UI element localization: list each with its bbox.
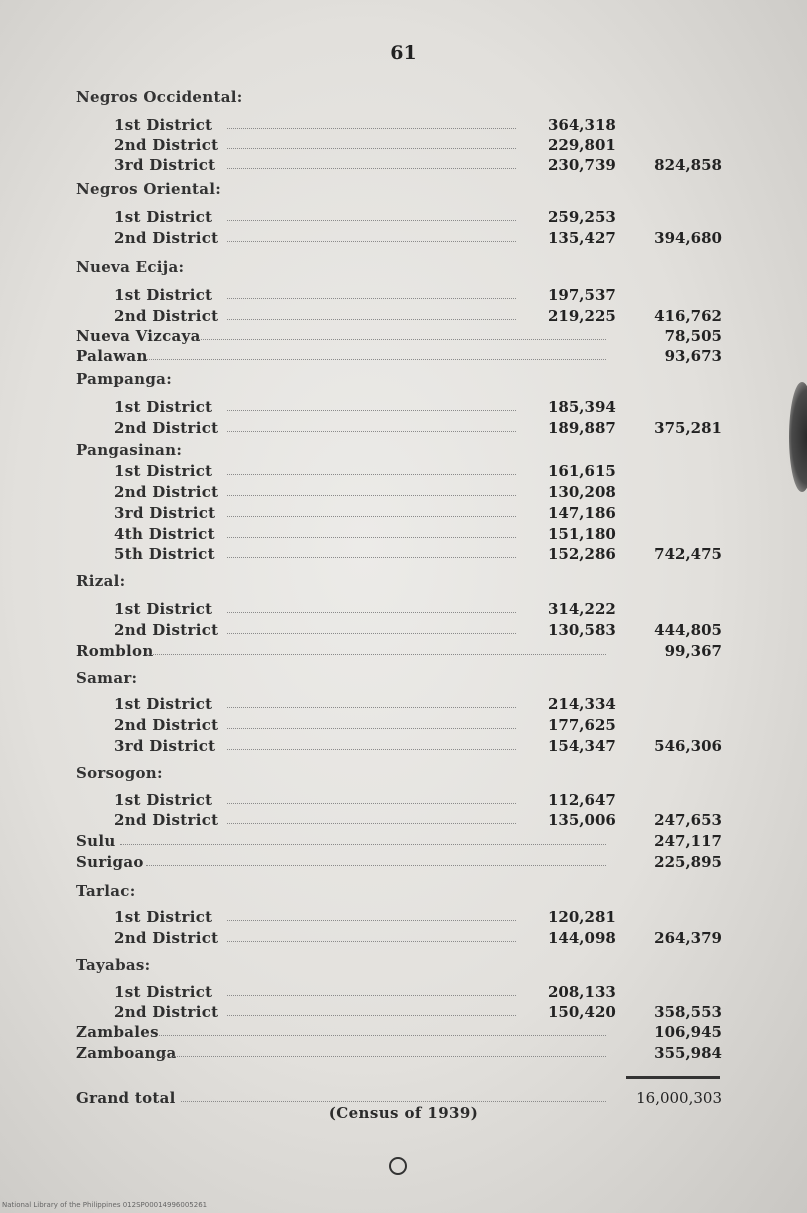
province-header: Pangasinan: <box>76 441 183 459</box>
dot-leader <box>227 495 516 496</box>
district-row <box>0 305 807 327</box>
district-label: 1st District <box>114 695 213 713</box>
dot-leader <box>146 654 606 655</box>
province-header: Nueva Ecija: <box>76 258 185 276</box>
district-population: 161,615 <box>548 462 616 480</box>
district-label: 2nd District <box>114 929 219 947</box>
province-total: 93,673 <box>664 347 722 365</box>
district-row <box>0 460 807 482</box>
district-population: 135,006 <box>548 811 616 829</box>
district-label: 2nd District <box>114 419 219 437</box>
district-population: 185,394 <box>548 398 616 416</box>
district-label: 2nd District <box>114 229 219 247</box>
district-row <box>0 154 807 176</box>
district-population: 151,180 <box>548 525 616 543</box>
district-label: 1st District <box>114 600 213 618</box>
district-row <box>0 543 807 565</box>
district-population: 259,253 <box>548 208 616 226</box>
dot-leader <box>227 516 516 517</box>
province-header: Rizal: <box>76 572 126 590</box>
district-row <box>0 598 807 620</box>
district-label: 2nd District <box>114 136 219 154</box>
province-label: Nueva Vizcaya <box>76 327 201 345</box>
dot-leader <box>227 431 516 432</box>
district-population: 147,186 <box>548 504 616 522</box>
dot-leader <box>227 537 516 538</box>
province-total: 358,553 <box>654 1003 722 1021</box>
province-label: Palawan <box>76 347 148 365</box>
province-total: 264,379 <box>654 929 722 947</box>
dot-leader <box>155 1035 606 1036</box>
province-total: 247,117 <box>654 832 722 850</box>
dot-leader <box>227 148 516 149</box>
census-note: (Census of 1939) <box>328 1104 479 1122</box>
dot-leader <box>227 168 516 169</box>
district-row <box>0 619 807 641</box>
dot-leader <box>146 359 606 360</box>
province-total: 225,895 <box>654 853 722 871</box>
dot-leader <box>227 612 516 613</box>
district-row <box>0 206 807 228</box>
district-population: 177,625 <box>548 716 616 734</box>
dot-leader <box>227 941 516 942</box>
province-total: 78,505 <box>664 327 722 345</box>
district-label: 1st District <box>114 462 213 480</box>
district-label: 3rd District <box>114 156 216 174</box>
district-label: 1st District <box>114 983 213 1001</box>
province-row <box>0 345 807 367</box>
province-total: 355,984 <box>654 1044 722 1062</box>
dot-leader <box>146 865 606 866</box>
district-population: 208,133 <box>548 983 616 1001</box>
district-population: 112,647 <box>548 791 616 809</box>
dot-leader <box>227 1015 516 1016</box>
dot-leader <box>227 410 516 411</box>
province-total: 247,653 <box>654 811 722 829</box>
district-population: 364,318 <box>548 116 616 134</box>
province-label: Sulu <box>76 832 116 850</box>
district-population: 135,427 <box>548 229 616 247</box>
province-total: 375,281 <box>654 419 722 437</box>
district-row <box>0 417 807 439</box>
district-row <box>0 735 807 757</box>
district-label: 2nd District <box>114 621 219 639</box>
district-population: 130,208 <box>548 483 616 501</box>
district-population: 189,887 <box>548 419 616 437</box>
province-row <box>0 851 807 873</box>
district-population: 120,281 <box>548 908 616 926</box>
district-row <box>0 284 807 306</box>
dot-leader <box>227 633 516 634</box>
district-label: 4th District <box>114 525 215 543</box>
dot-leader <box>227 728 516 729</box>
district-population: 230,739 <box>548 156 616 174</box>
province-label: Surigao <box>76 853 144 871</box>
district-row <box>0 227 807 249</box>
dot-leader <box>227 474 516 475</box>
district-population: 150,420 <box>548 1003 616 1021</box>
province-total: 394,680 <box>654 229 722 247</box>
page-number: 61 <box>390 42 417 64</box>
district-label: 3rd District <box>114 737 216 755</box>
district-row <box>0 481 807 503</box>
district-label: 1st District <box>114 398 213 416</box>
district-population: 197,537 <box>548 286 616 304</box>
district-label: 2nd District <box>114 483 219 501</box>
dot-leader <box>227 823 516 824</box>
district-row <box>0 523 807 545</box>
district-population: 154,347 <box>548 737 616 755</box>
district-population: 229,801 <box>548 136 616 154</box>
district-population: 130,583 <box>548 621 616 639</box>
district-label: 1st District <box>114 208 213 226</box>
district-row <box>0 789 807 811</box>
dot-leader <box>227 319 516 320</box>
district-label: 2nd District <box>114 716 219 734</box>
province-header: Negros Oriental: <box>76 180 222 198</box>
province-header: Tayabas: <box>76 956 151 974</box>
province-header: Tarlac: <box>76 882 136 900</box>
district-population: 152,286 <box>548 545 616 563</box>
district-label: 1st District <box>114 791 213 809</box>
province-header: Pampanga: <box>76 370 173 388</box>
district-label: 2nd District <box>114 1003 219 1021</box>
district-row <box>0 693 807 715</box>
district-row <box>0 114 807 136</box>
province-row <box>0 1021 807 1043</box>
dot-leader <box>120 844 606 845</box>
province-label: Romblon <box>76 642 154 660</box>
grand-total-value: 16,000,303 <box>636 1089 722 1107</box>
province-total: 416,762 <box>654 307 722 325</box>
province-label: Zambales <box>76 1023 159 1041</box>
province-row <box>0 325 807 347</box>
dot-leader <box>181 1101 606 1102</box>
district-row <box>0 927 807 949</box>
dot-leader <box>163 1056 606 1057</box>
province-total: 824,858 <box>654 156 722 174</box>
district-row <box>0 1001 807 1023</box>
province-row <box>0 1042 807 1064</box>
district-row <box>0 981 807 1003</box>
province-header: Sorsogon: <box>76 764 163 782</box>
dot-leader <box>227 920 516 921</box>
district-label: 5th District <box>114 545 215 563</box>
district-population: 314,222 <box>548 600 616 618</box>
district-population: 144,098 <box>548 929 616 947</box>
district-label: 2nd District <box>114 307 219 325</box>
district-row <box>0 714 807 736</box>
province-row <box>0 830 807 852</box>
district-row <box>0 396 807 418</box>
dot-leader <box>227 241 516 242</box>
district-label: 3rd District <box>114 504 216 522</box>
circle-mark-icon <box>389 1157 407 1175</box>
grand-total-label: Grand total <box>76 1089 176 1107</box>
dot-leader <box>227 803 516 804</box>
district-population: 219,225 <box>548 307 616 325</box>
province-total: 99,367 <box>664 642 722 660</box>
district-label: 1st District <box>114 116 213 134</box>
province-header: Negros Occidental: <box>76 88 243 106</box>
dot-leader <box>198 339 606 340</box>
province-row <box>0 640 807 662</box>
dot-leader <box>227 298 516 299</box>
dot-leader <box>227 707 516 708</box>
province-total: 742,475 <box>654 545 722 563</box>
district-label: 1st District <box>114 286 213 304</box>
dot-leader <box>227 128 516 129</box>
grand-total-rule <box>626 1076 720 1079</box>
dot-leader <box>227 220 516 221</box>
province-total: 106,945 <box>654 1023 722 1041</box>
district-row <box>0 502 807 524</box>
dot-leader <box>227 749 516 750</box>
district-label: 1st District <box>114 908 213 926</box>
district-row <box>0 134 807 156</box>
province-total: 444,805 <box>654 621 722 639</box>
province-total: 546,306 <box>654 737 722 755</box>
province-label: Zamboanga <box>76 1044 177 1062</box>
province-header: Samar: <box>76 669 138 687</box>
library-footer: National Library of the Philippines 012SP00014996005261 <box>2 1201 208 1209</box>
district-label: 2nd District <box>114 811 219 829</box>
dot-leader <box>227 557 516 558</box>
district-row <box>0 906 807 928</box>
district-row <box>0 809 807 831</box>
district-population: 214,334 <box>548 695 616 713</box>
dot-leader <box>227 995 516 996</box>
